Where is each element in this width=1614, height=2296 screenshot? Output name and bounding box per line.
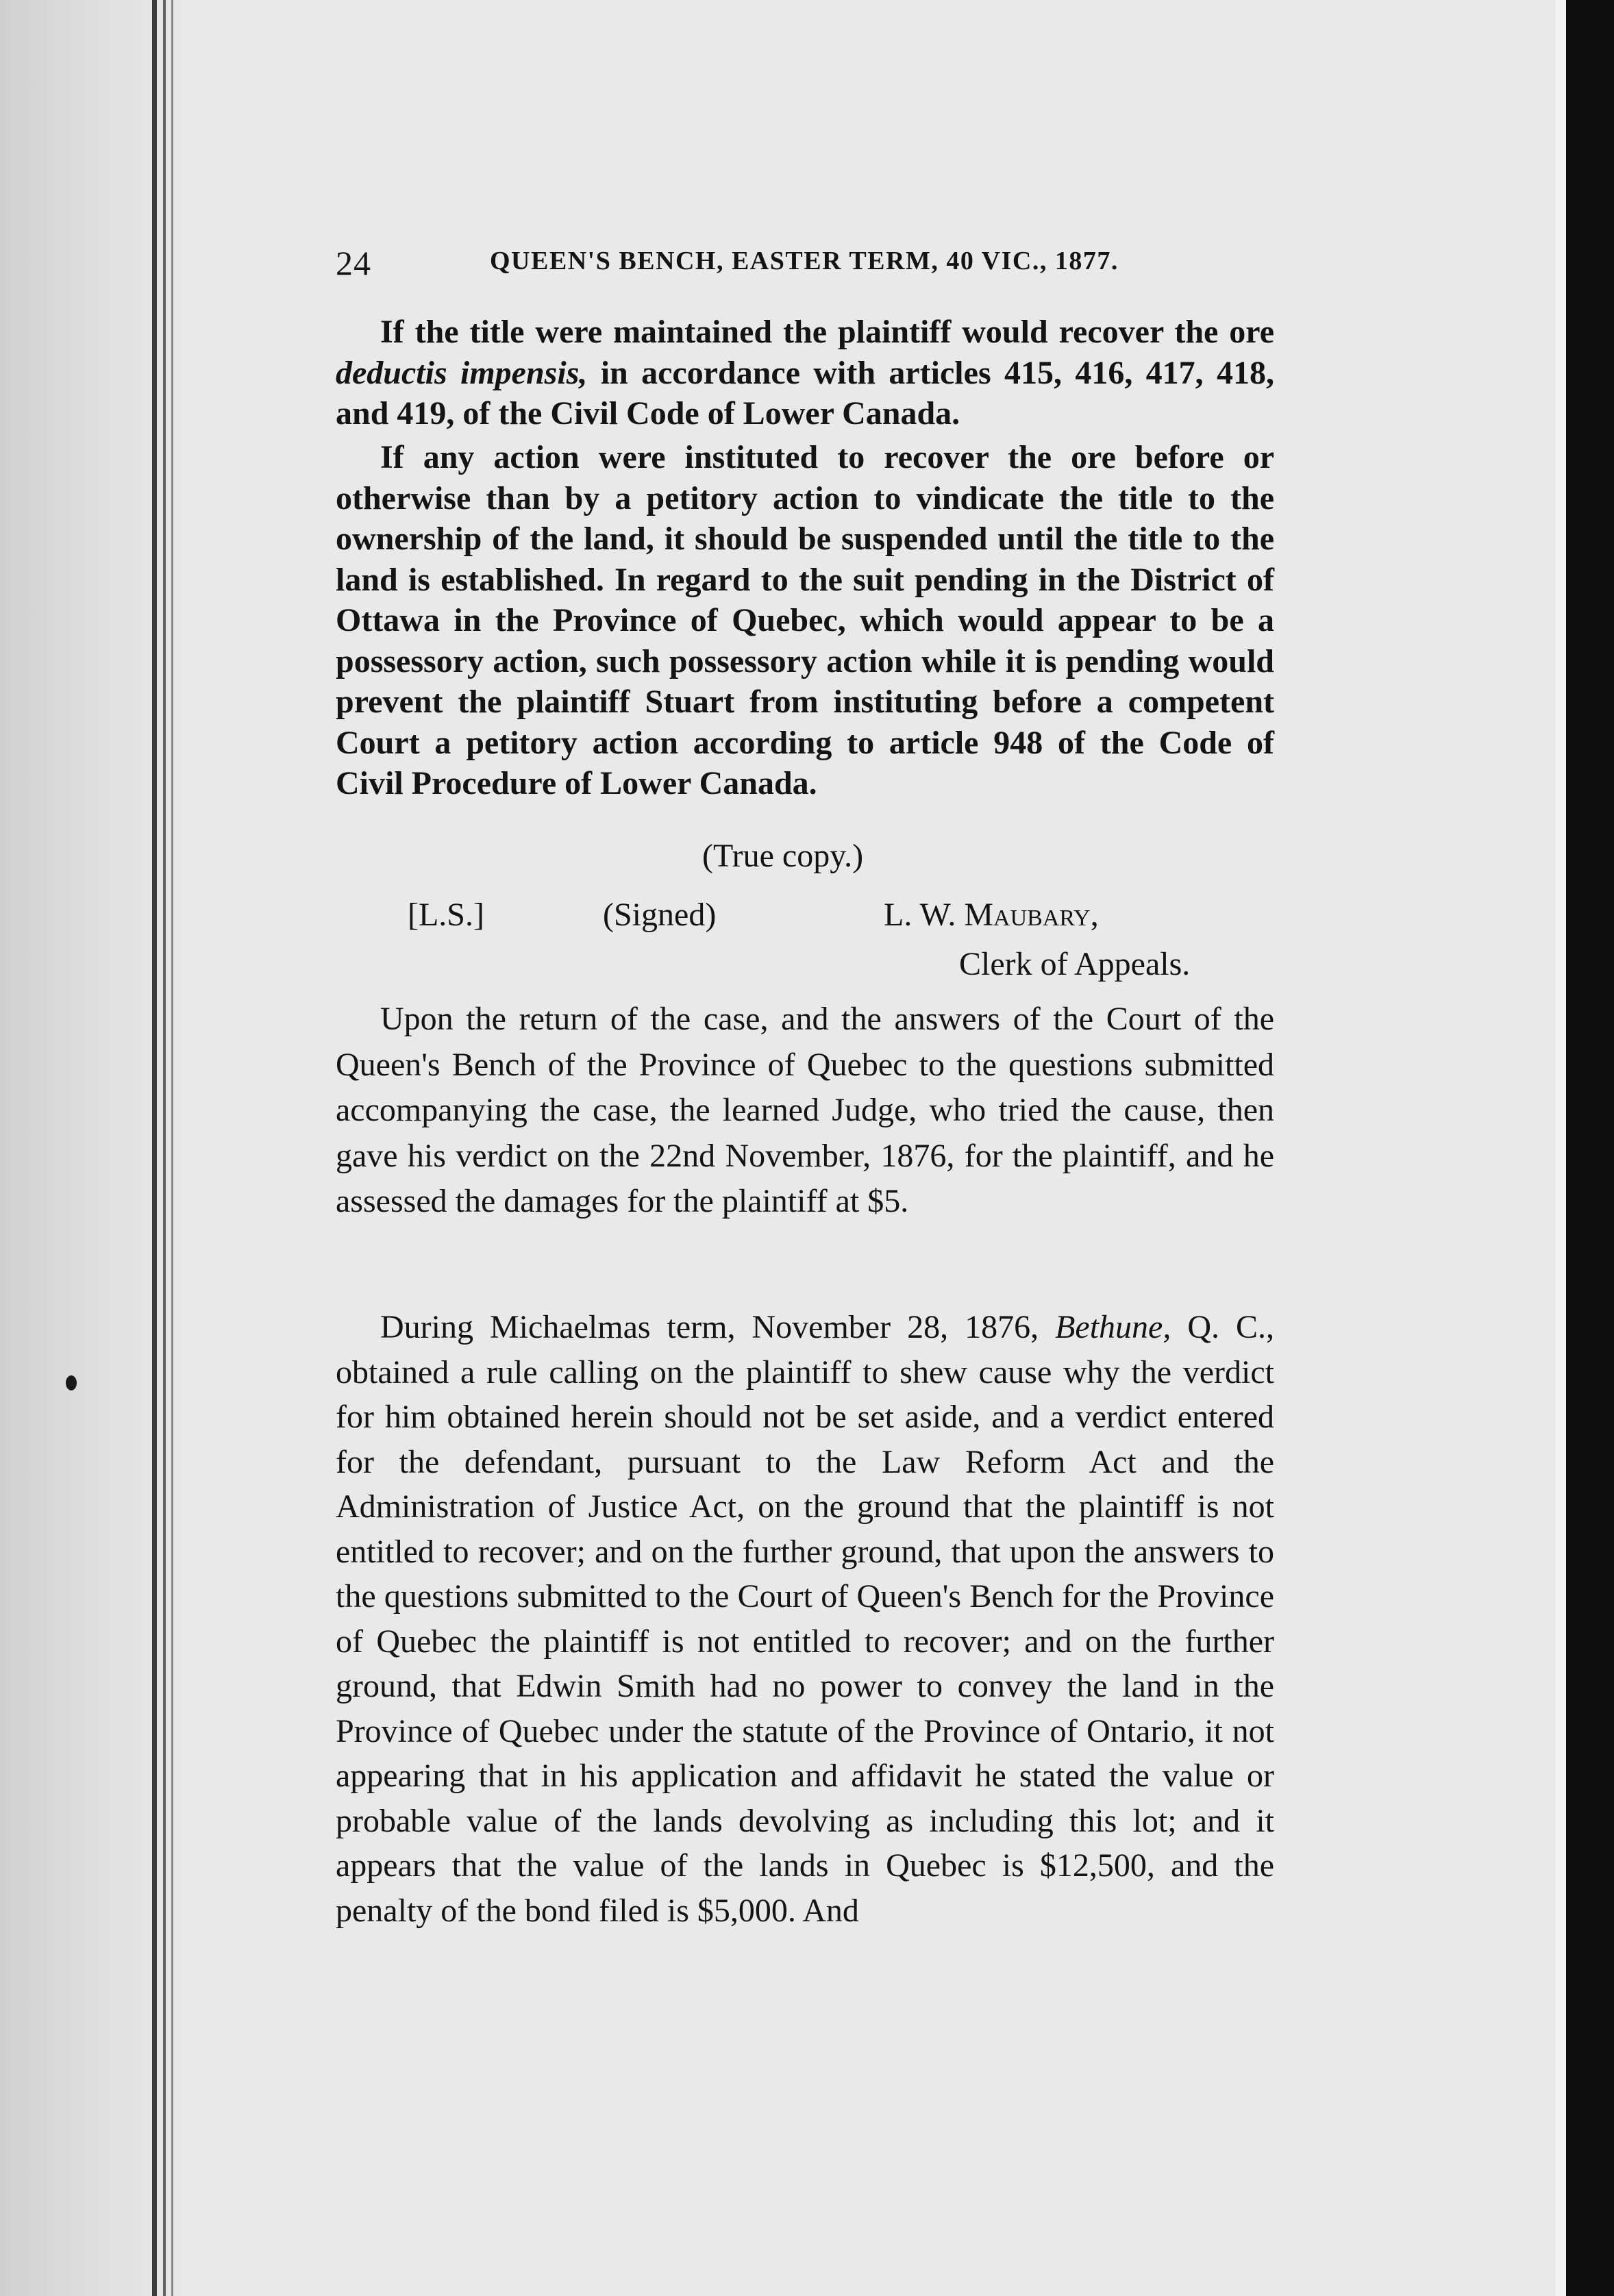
binding-edge [171,0,173,2296]
binding-edge [152,0,157,2296]
signer-role: Clerk of Appeals. [959,946,1191,982]
italic-latin-phrase: deductis impensis, [336,354,588,391]
paragraph-verdict [336,997,1274,1225]
running-head: QUEEN'S BENCH, EASTER TERM, 40 VIC., 1877. [490,247,1119,275]
paragraph-text: Q. C., obtained a rule calling on the plaintiff to shew cause why the verdict for him obtained herein should not be set aside, and a verdict entered for the defendant, pursuant to the Law Reform Act and the Administration of Justice Act, on the ground that the plaintiff is not entitled to recover; and on the further ground, that upon the answers to the questions submitted to the Court of Queen's Bench for the Province of Quebec the plaintiff is not entitled to recover; and on the further ground, that Edwin Smith had no power to convey the land in the Province of Quebec under the statute of the Province of Ontario, it not appearing that in his application and affidavit he stated the value or probable value of the lands devolving as including this lot; and it appears that the value of the lands in Quebec is $12,500, and the penalty of the bond filed is $5,000. And [336,1309,1275,1929]
signer-name: L. W. Maubary, [884,897,1099,933]
page-edge-gap [1555,0,1566,2296]
scan-margin [0,0,185,2296]
paragraph-michaelmas-rule [336,1305,1274,1933]
seal-mark: [L.S.] [408,897,484,933]
italic-counsel-name: Bethune, [1055,1309,1171,1345]
paragraph-title-maintained [336,312,1274,434]
dark-page-edge [1566,0,1614,2296]
book-page [312,0,1284,2296]
signed-label: (Signed) [603,897,717,933]
paragraph-text: If the title were maintained the plaintiff would recover the ore [380,314,1274,350]
paragraph-text: If any action were instituted to recover the ore before or otherwise than by a petitory action to vindicate the title to the ownership of the land, it should be suspended until the title to the land is established. In regard to the suit pending in the District of Ottawa in the Province of Quebec, which would appear to be a possessory action, such possessory action while it is pending would prevent the plaintiff Stuart from instituting before a competent Court a petitory action according to article 948 of the Code of Civil Procedure of Lower Canada. [336,439,1274,801]
true-copy-line: (True copy.) [702,838,864,874]
paragraph-text: Upon the return of the case, and the answers of the Court of the Queen's Bench of the Province of Quebec to the questions submitted accompanying the case, the learned Judge, who tried the cause, then gave his verdict on the 22nd November, 1876, for the plaintiff, and he assessed the damages for the plaintiff at $5. [336,1001,1274,1219]
paragraph-text: During Michaelmas term, November 28, 1876, [380,1309,1056,1345]
paragraph-text: in accordance with articles 415, 416, 417, 418, and 419, of the Civil Code of Lower Canada. [336,354,1274,432]
page-number: 24 [336,244,371,282]
scan-speck [66,1375,77,1390]
binding-edge [163,0,166,2296]
paragraph-petitory-action [336,437,1274,804]
